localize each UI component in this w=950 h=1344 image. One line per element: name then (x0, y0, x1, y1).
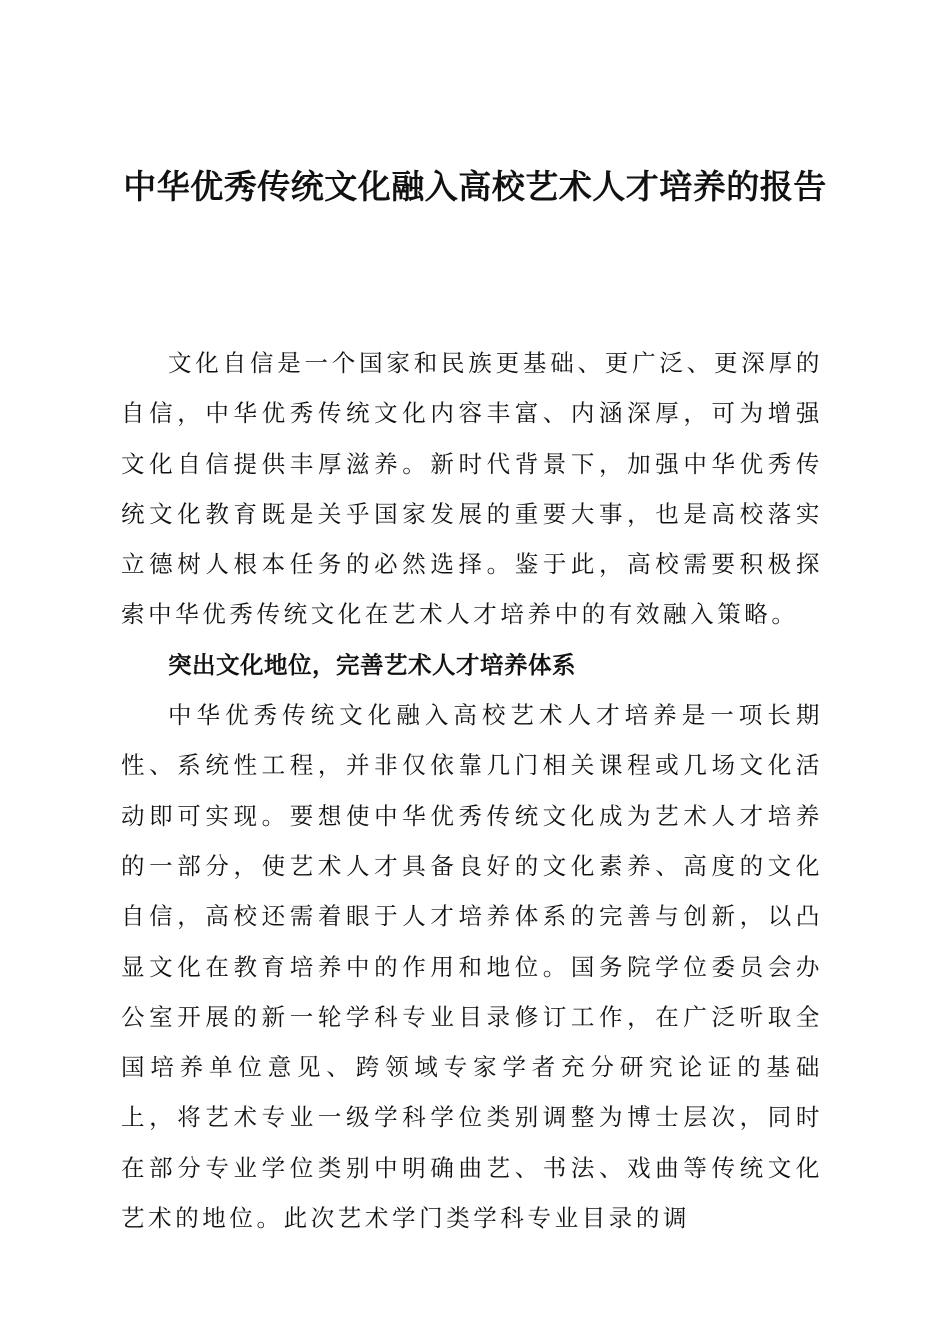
document-body (121, 338, 823, 1243)
section-heading: 突出文化地位，完善艺术人才培养体系 (168, 650, 576, 679)
intro-paragraph: 文化自信是一个国家和民族更基础、更广泛、更深厚的自信，中华优秀传统文化内容丰富、内涵深厚，可为增强文化自信提供丰厚滋养。新时代背景下，加强中华优秀传统文化教育既是关乎国家发展的重要大事，也是高校落实立德树人根本任务的必然选择。鉴于此，高校需要积极探索中华优秀传统文化在艺术人才培养中的有效融入策略。 (121, 349, 823, 629)
document-title: 中华优秀传统文化融入高校艺术人才培养的报告 (123, 167, 827, 206)
section-paragraph: 中华优秀传统文化融入高校艺术人才培养是一项长期性、系统性工程，并非仅依靠几门相关课程或几场文化活动即可实现。要想使中华优秀传统文化成为艺术人才培养的一部分，使艺术人才具备良好的文化素养、高度的文化自信，高校还需着眼于人才培养体系的完善与创新，以凸显文化在教育培养中的作用和地位。国务院学位委员会办公室开展的新一轮学科专业目录修订工作，在广泛听取全国培养单位意见、跨领域专家学者充分研究论证的基础上，将艺术专业一级学科学位类别调整为博士层次，同时在部分专业学位类别中明确曲艺、书法、戏曲等传统文化艺术的地位。此次艺术学门类学科专业目录的调 (121, 701, 823, 1233)
